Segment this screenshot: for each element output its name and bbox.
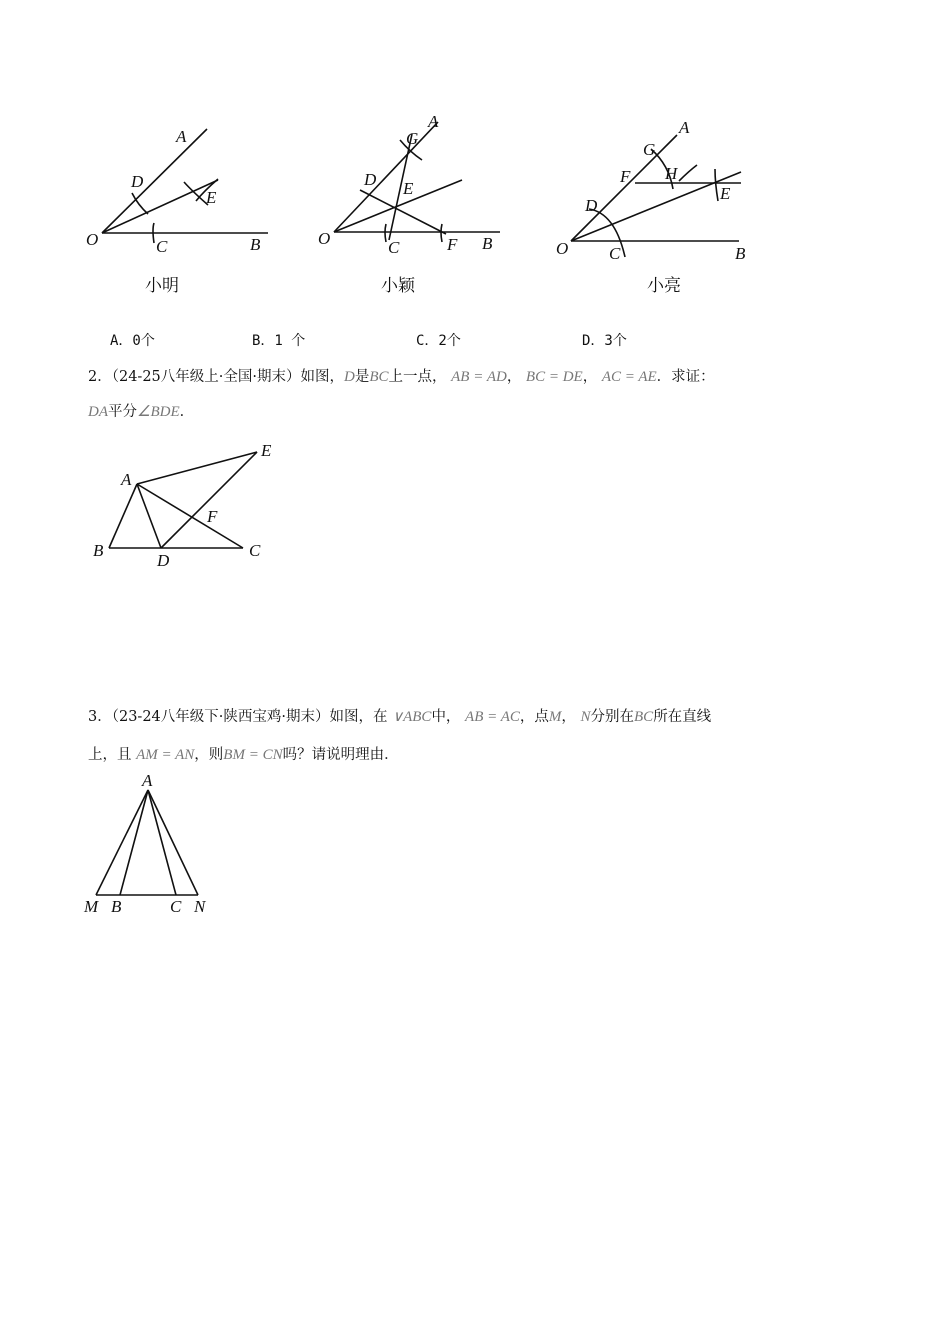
label-G: G bbox=[643, 140, 656, 159]
caption-xiaoming: 小明 bbox=[145, 276, 179, 296]
option-d: D．3个 bbox=[582, 333, 627, 349]
label-H: H bbox=[665, 164, 678, 183]
label-C: C bbox=[388, 238, 400, 257]
label-B: B bbox=[93, 541, 104, 560]
label-C: C bbox=[249, 541, 261, 560]
question-2-line-2: DA平分∠BDE． bbox=[88, 404, 195, 420]
label-C: C bbox=[156, 237, 168, 256]
label-E: E bbox=[261, 441, 272, 460]
label-A: A bbox=[428, 112, 439, 131]
label-A: A bbox=[121, 470, 132, 489]
question-3-line-2: 上，且 AM = AN，则BM = CN吗？请说明理由． bbox=[88, 747, 399, 763]
label-O: O bbox=[556, 239, 569, 258]
label-O: O bbox=[318, 229, 331, 248]
label-F: F bbox=[207, 507, 218, 526]
label-O: O bbox=[86, 230, 99, 249]
option-c: C．2个 bbox=[416, 333, 461, 349]
label-E: E bbox=[403, 179, 414, 198]
label-B: B bbox=[482, 234, 493, 253]
figure-xiaoying bbox=[312, 112, 512, 262]
label-B: B bbox=[250, 235, 261, 254]
label-D: D bbox=[131, 172, 144, 191]
figure-xiaoliang bbox=[553, 117, 763, 267]
label-B: B bbox=[735, 244, 746, 263]
label-M: M bbox=[84, 897, 99, 916]
option-a: A．0个 bbox=[110, 333, 155, 349]
figure-question-3 bbox=[80, 770, 220, 920]
label-A: A bbox=[142, 771, 153, 790]
label-A: A bbox=[176, 127, 187, 146]
label-A: A bbox=[679, 118, 690, 137]
label-E: E bbox=[206, 188, 217, 207]
question-3-line-1: 3．（23-24八年级下·陕西宝鸡·期末）如图，在 ∨ABC中， AB = AC，点M， N分别在BC所在直线 bbox=[88, 709, 712, 725]
label-C: C bbox=[170, 897, 182, 916]
caption-xiaoying: 小颖 bbox=[381, 276, 415, 296]
label-F: F bbox=[620, 167, 631, 186]
label-D: D bbox=[585, 196, 598, 215]
label-E: E bbox=[720, 184, 731, 203]
label-B: B bbox=[111, 897, 122, 916]
label-N: N bbox=[194, 897, 206, 916]
caption-xiaoliang: 小亮 bbox=[647, 276, 681, 296]
label-D: D bbox=[157, 551, 170, 570]
label-G: G bbox=[406, 129, 419, 148]
label-C: C bbox=[609, 244, 621, 263]
option-b: B．1 个 bbox=[252, 333, 306, 349]
figure-xiaoming bbox=[80, 115, 280, 265]
figure-question-2 bbox=[85, 438, 285, 573]
question-2-line-1: 2．（24-25八年级上·全国·期末）如图，D是BC上一点， AB = AD， BC = DE， AC = AE．求证： bbox=[88, 369, 715, 385]
label-D: D bbox=[364, 170, 377, 189]
label-F: F bbox=[447, 235, 458, 254]
